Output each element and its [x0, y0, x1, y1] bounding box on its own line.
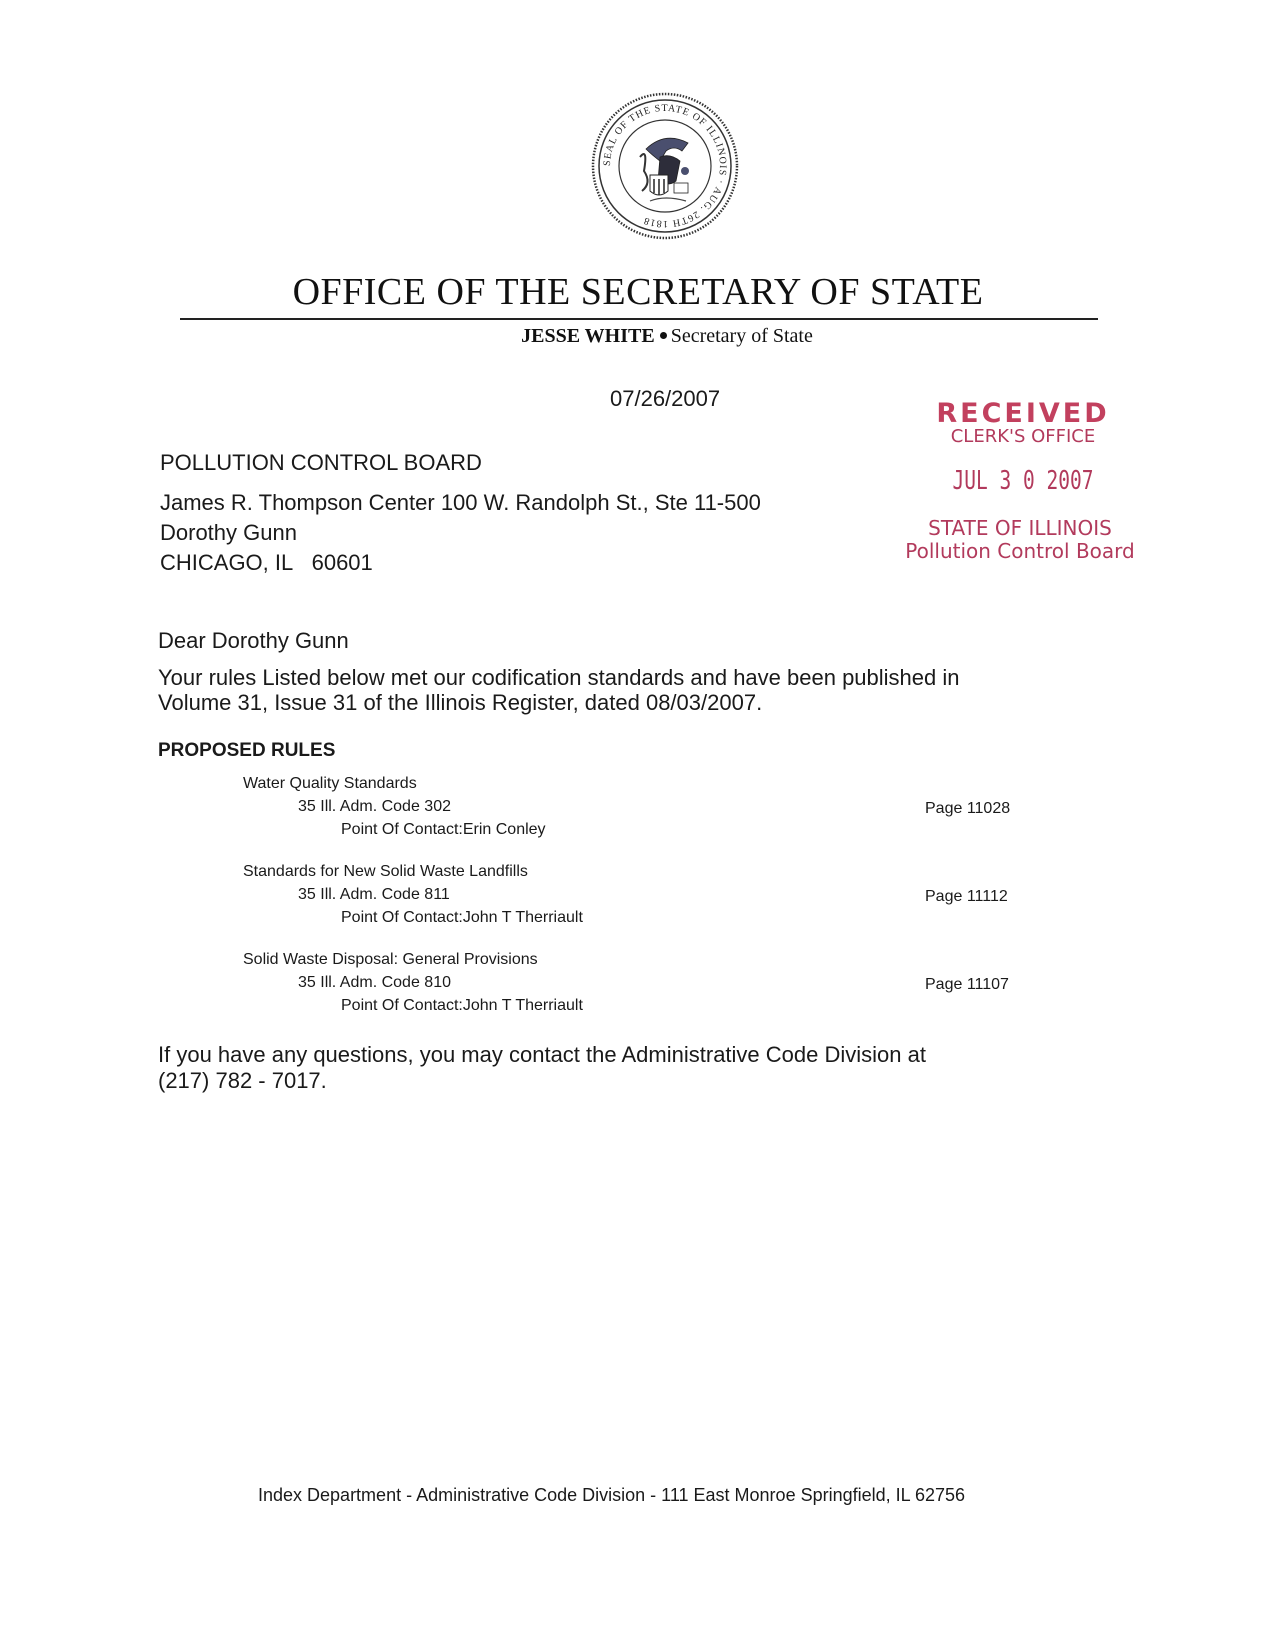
recipient-org: POLLUTION CONTROL BOARD — [160, 450, 482, 475]
rule-code: 35 Ill. Adm. Code 810 — [298, 974, 451, 991]
body-line-2: Volume 31, Issue 31 of the Illinois Register, dated 08/03/2007. — [158, 690, 763, 715]
recipient-city-state: CHICAGO, IL — [160, 550, 294, 575]
stamp-clerks-office: CLERK'S OFFICE — [950, 426, 1096, 447]
rule-page: Page 11112 — [925, 888, 1008, 905]
closing-line-2: (217) 782 - 7017. — [158, 1068, 327, 1093]
closing-line-1: If you have any questions, you may contact the Administrative Code Division at — [158, 1042, 926, 1067]
secretary-role: Secretary of State — [670, 325, 813, 347]
rule-title: Water Quality Standards — [243, 775, 417, 792]
recipient-zip: 60601 — [311, 550, 373, 575]
secretary-name: JESSE WHITE — [521, 325, 655, 347]
stamp-board: Pollution Control Board — [905, 539, 1135, 563]
secretary-line — [0, 325, 1276, 348]
rule-code: 35 Ill. Adm. Code 811 — [298, 886, 450, 903]
letter-date: 07/26/2007 — [610, 386, 721, 411]
rule-page: Page 11107 — [925, 976, 1009, 993]
rule-title: Standards for New Solid Waste Landfills — [243, 863, 528, 880]
salutation: Dear Dorothy Gunn — [158, 628, 349, 653]
stamp-state: STATE OF ILLINOIS — [928, 516, 1112, 540]
rule-contact: Point Of Contact:Erin Conley — [341, 821, 546, 838]
letterhead-divider — [180, 318, 1098, 320]
recipient-address: James R. Thompson Center 100 W. Randolph St., Ste 11-500 — [160, 490, 761, 515]
bullet-icon — [660, 332, 667, 339]
footer-address: Index Department - Administrative Code Division - 111 East Monroe Springfield, IL 62756 — [258, 1485, 966, 1505]
body-line-1: Your rules Listed below met our codification standards and have been published in — [158, 665, 960, 690]
stamp-date: JUL 3 0 2007 — [952, 466, 1094, 496]
illinois-state-seal — [590, 91, 740, 241]
stamp-received: RECEIVED — [936, 398, 1110, 429]
recipient-city-line — [160, 550, 373, 576]
office-title: OFFICE OF THE SECRETARY OF STATE — [292, 271, 984, 313]
section-heading: PROPOSED RULES — [158, 740, 336, 761]
recipient-attention: Dorothy Gunn — [160, 520, 297, 545]
rule-title: Solid Waste Disposal: General Provisions — [243, 951, 538, 968]
rule-code: 35 Ill. Adm. Code 302 — [298, 798, 451, 815]
seal-text: SEAL OF THE STATE OF ILLINOIS · AUG. 26TH 1818 — [601, 102, 729, 230]
rule-page: Page 11028 — [925, 800, 1011, 817]
rule-contact: Point Of Contact:John T Therriault — [341, 997, 583, 1014]
rule-contact: Point Of Contact:John T Therriault — [341, 909, 583, 926]
